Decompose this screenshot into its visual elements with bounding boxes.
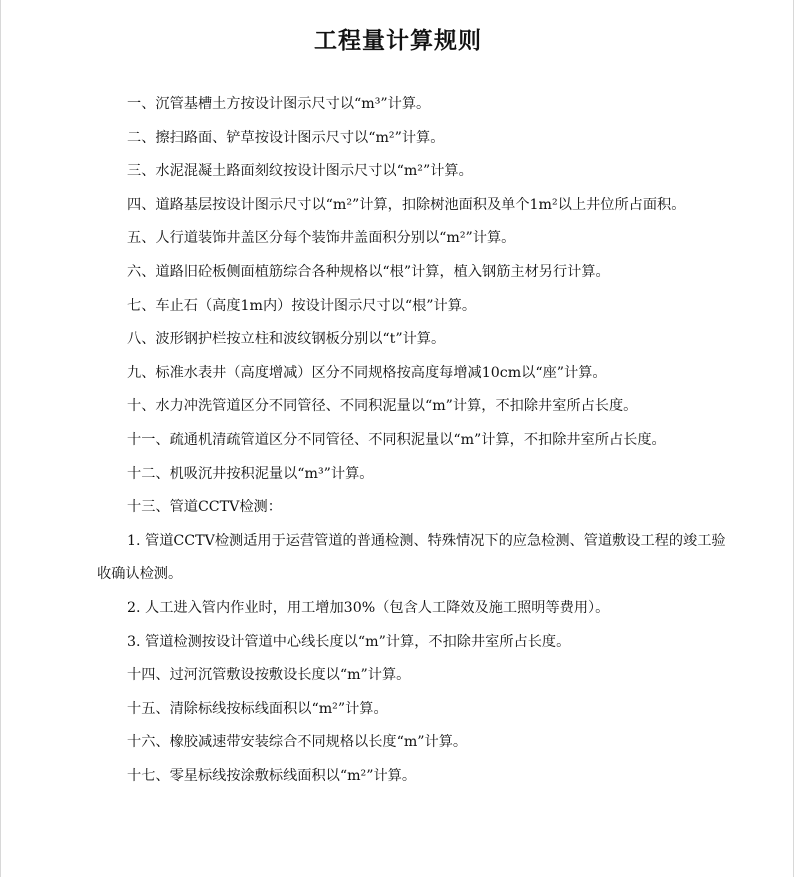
rule-item-13: 十三、管道CCTV检测： bbox=[127, 499, 282, 516]
rule-item-14: 十四、过河沉管敷设按敷设长度以“m”计算。 bbox=[127, 667, 411, 684]
rule-item-4: 四、道路基层按设计图示尺寸以“m²”计算，扣除树池面积及单个1m²以上井位所占面积。 bbox=[127, 196, 686, 213]
page-title: 工程量计算规则 bbox=[314, 28, 482, 54]
rule-item-17: 十七、零星标线按涂敷标线面积以“m²”计算。 bbox=[127, 767, 417, 784]
rule-item-7: 七、车止石（高度1m内）按设计图示尺寸以“根”计算。 bbox=[127, 297, 477, 314]
rule-item-13-sub-3: 3. 管道检测按设计管道中心线长度以“m”计算，不扣除井室所占长度。 bbox=[127, 633, 571, 650]
rule-item-12: 十二、机吸沉井按积泥量以“m³”计算。 bbox=[127, 465, 374, 482]
rule-item-13-sub-2: 2. 人工进入管内作业时，用工增加30%（包含人工降效及施工照明等费用）。 bbox=[127, 599, 610, 616]
rule-item-9: 九、标准水表井（高度增减）区分不同规格按高度每增减10cm以“座”计算。 bbox=[127, 364, 607, 381]
rule-item-5: 五、人行道装饰井盖区分每个装饰井盖面积分别以“m²”计算。 bbox=[127, 230, 516, 247]
rule-item-15: 十五、清除标线按标线面积以“m²”计算。 bbox=[127, 700, 388, 717]
rule-item-11: 十一、疏通机清疏管道区分不同管径、不同积泥量以“m”计算，不扣除井室所占长度。 bbox=[127, 431, 666, 448]
rule-item-13-sub-1: 1. 管道CCTV检测适用于运营管道的普通检测、特殊情况下的应急检测、管道敷设工程的竣工验收确认检测。 bbox=[97, 532, 726, 583]
rule-item-10: 十、水力冲洗管道区分不同管径、不同积泥量以“m”计算，不扣除井室所占长度。 bbox=[127, 398, 638, 415]
rule-item-16: 十六、橡胶减速带安装综合不同规格以长度“m”计算。 bbox=[127, 734, 468, 751]
rule-item-8: 八、波形钢护栏按立柱和波纹钢板分别以“t”计算。 bbox=[127, 331, 446, 348]
rule-item-1: 一、沉管基槽土方按设计图示尺寸以“m³”计算。 bbox=[127, 96, 431, 112]
rule-item-3: 三、水泥混凝土路面刻纹按设计图示尺寸以“m²”计算。 bbox=[127, 163, 473, 180]
rules-body bbox=[97, 88, 737, 793]
rule-item-6: 六、道路旧砼板侧面植筋综合各种规格以“根”计算，植入钢筋主材另行计算。 bbox=[127, 263, 610, 280]
rule-item-2: 二、擦扫路面、铲草按设计图示尺寸以“m²”计算。 bbox=[127, 129, 445, 146]
